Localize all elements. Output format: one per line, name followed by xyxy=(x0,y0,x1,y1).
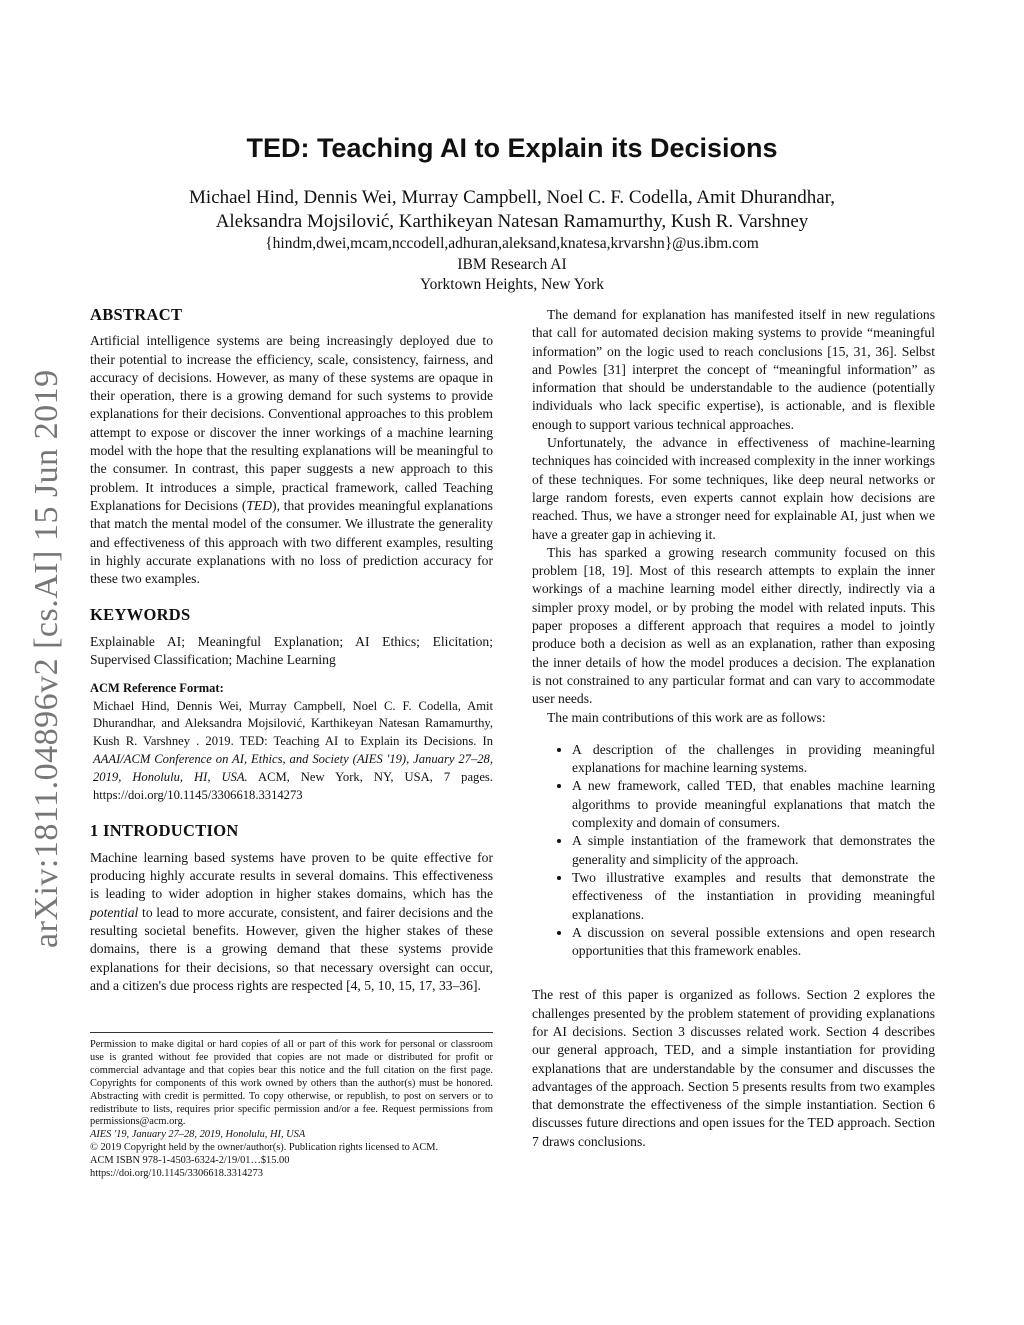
location: Yorktown Heights, New York xyxy=(419,276,605,293)
arxiv-identifier: arXiv:1811.04896v2 [cs.AI] 15 Jun 2019 xyxy=(28,369,65,948)
keywords-heading: KEYWORDS xyxy=(90,605,191,625)
list-item: • A new framework, called TED, that enables machine learning algorithms to provide meaningful explanations that match the complexity and domain of consumers. xyxy=(572,777,935,832)
isbn-line: ACM ISBN 978-1-4503-6324-2/19/01…$15.00 xyxy=(90,1155,290,1167)
author-line-1: Michael Hind, Dennis Wei, Murray Campbell, Noel C. F. Codella, Amit Dhurandhar, xyxy=(189,187,835,208)
intro-paragraph-6: The rest of this paper is organized as follows. Section 2 explores the challenges presented by the problem statement of providing explanations for AI decisions. Section 3 discusses related work. Section 4 describes our general approach, TED, and a simple instantiation for providing explanations that are understandable by the consumer and discusses the advantages of the approach. Section 5 presents results from two examples that demonstrate the effectiveness of the simple instantiation. Section 6 discusses future directions and open issues for the TED approach. Section 7 draws conclusions. xyxy=(532,987,935,1149)
author-block xyxy=(0,186,1024,296)
list-item: • A simple instantiation of the framework that demonstrates the generality and simplicity of the approach. xyxy=(572,832,935,869)
intro-paragraph-2: The demand for explanation has manifested itself in new regulations that call for automated decision making systems to provide “meaningful information” on the logic used to reach conclusions [15, 31, 36]. Selbst and Powles [31] interpret the concept of “meaningful information” as information that should be understandable to the audience (potentially individuals who lack specific expertise), is actionable, and is flexible enough to support various technical approaches. xyxy=(532,307,935,432)
acm-reference-text: Michael Hind, Dennis Wei, Murray Campbell, Noel C. F. Codella, Amit Dhurandhar, and Aleksandra Mojsilović, Karthikeyan Natesan Ramamurthy, Kush R. Varshney . 2019. TED: Teaching AI to Explain its Decisions. In AAAI/ACM Conference on AI, Ethics, and Society (AIES '19), January 27–28, 2019, Honolulu, HI, USA. ACM, New York, NY, USA, 7 pages. https://doi.org/10.1145/3306618.3314273 xyxy=(93,698,493,802)
conference-line: AIES '19, January 27–28, 2019, Honolulu, HI, USA xyxy=(90,1129,306,1141)
list-item: • A discussion on several possible extensions and open research opportunities that this framework enables. xyxy=(572,924,935,961)
copyright-footnote xyxy=(90,1032,493,1181)
abstract-heading: ABSTRACT xyxy=(90,305,183,324)
left-column xyxy=(90,306,493,995)
doi-line: https://doi.org/10.1145/3306618.3314273 xyxy=(90,1168,263,1180)
author-emails: {hindm,dwei,mcam,nccodell,adhuran,aleksand,knatesa,krvarshn}@us.ibm.com xyxy=(265,235,759,252)
copyright-line: © 2019 Copyright held by the owner/author(s). Publication rights licensed to ACM. xyxy=(90,1142,439,1154)
affiliation: IBM Research AI xyxy=(457,255,567,273)
paper-title: TED: Teaching AI to Explain its Decisions xyxy=(246,133,778,163)
intro-paragraph-3: Unfortunately, the advance in effectiveness of machine-learning techniques has coincided with increased complexity in the inner workings of these techniques. For some techniques, like deep neural networks or large random forests, even experts cannot explain how decisions are reached. Thus, we have a stronger need for explainable AI, just when we have a greater gap in achieving it. xyxy=(532,435,935,542)
keywords-text: Explainable AI; Meaningful Explanation; AI Ethics; Elicitation; Supervised Classification; Machine Learning xyxy=(90,633,493,668)
acm-reference-heading: ACM Reference Format: xyxy=(90,681,224,696)
abstract-text: Artificial intelligence systems are being increasingly deployed due to their potential to increase the efficiency, scale, consistency, fairness, and accuracy of decisions. However, as many of these systems are opaque in their operation, there is a growing demand for such systems to provide explanations for their decisions. Conventional approaches to this problem attempt to expose or discover the inner workings of a machine learning model with the hope that the resulting explanations will be meaningful to the consumer. In contrast, this paper suggests a new approach to this problem. It introduces a simple, practical framework, called Teaching Explanations for Decisions (TED), that provides meaningful explanations that match the mental model of the consumer. We illustrate the generality and effectiveness of this approach with two different examples, resulting in highly accurate explanations with no loss of prediction accuracy for these two examples. xyxy=(90,333,493,587)
list-item: • Two illustrative examples and results that demonstrate the effectiveness of the instantiation in providing meaningful explanations. xyxy=(572,869,935,924)
author-line-2: Aleksandra Mojsilović, Karthikeyan Natesan Ramamurthy, Kush R. Varshney xyxy=(215,211,809,232)
contributions-list xyxy=(532,741,935,961)
intro-paragraph-4: This has sparked a growing research community focused on this problem [18, 19]. Most of this research attempts to explain the inner workings of a machine learning model either directly, indirectly via a simpler proxy model, or by probing the model with related inputs. This paper proposes a different approach that requires a model to jointly produce both a decision as well as an explanation, rather than exposing the inner details of how the model produces a decision. The explanation is not constrained to any particular format and can vary to accommodate user needs. xyxy=(532,544,935,707)
list-item: • A description of the challenges in providing meaningful explanations for machine learning systems. xyxy=(572,741,935,778)
intro-paragraph-1: Machine learning based systems have proven to be quite effective for producing highly accurate results in several domains. This effectiveness is leading to wider adoption in higher stakes domains, which has the potential to lead to more accurate, consistent, and fairer decisions and the resulting societal benefits. However, given the higher stakes of these domains, there is a growing demand that these systems provide explanations for their decisions, so that necessary oversight can occur, and a citizen's due process rights are respected [4, 5, 10, 15, 17, 33–36]. xyxy=(90,849,493,993)
right-column xyxy=(532,306,935,1151)
intro-paragraph-5: The main contributions of this work are as follows: xyxy=(547,709,826,725)
introduction-heading: 1 INTRODUCTION xyxy=(90,821,239,841)
permission-notice: Permission to make digital or hard copies of all or part of this work for personal or classroom use is granted without fee provided that copies are not made or distributed for profit or commercial advantage and that copies bear this notice and the full citation on the first page. Copyrights for components of this work owned by others than the author(s) must be honored. Abstracting with credit is permitted. To copy otherwise, or republish, to post on servers or to redistribute to lists, requires prior specific permission and/or a fee. Request permissions from permissions@acm.org. xyxy=(90,1039,493,1128)
